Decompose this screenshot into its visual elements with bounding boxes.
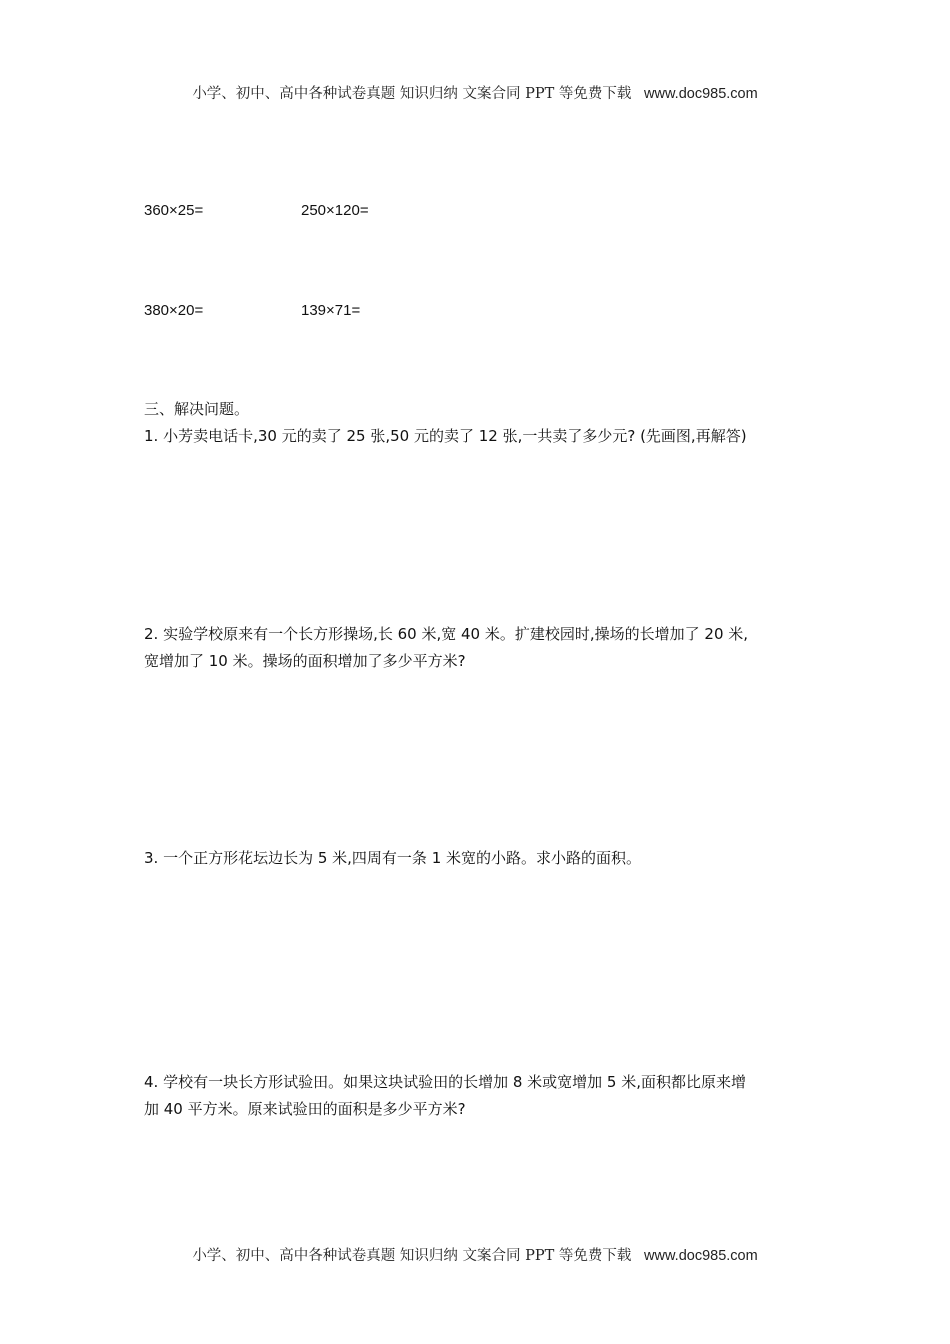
calc-item: 360×25= — [144, 202, 204, 219]
question-line: 加 40 平方米。原来试验田的面积是多少平方米? — [144, 1100, 466, 1118]
question-line: 2. 实验学校原来有一个长方形操场,长 60 米,宽 40 米。扩建校园时,操场的长增加了 20 米, — [144, 625, 749, 643]
question-line: 3. 一个正方形花坛边长为 5 米,四周有一条 1 米宽的小路。求小路的面积。 — [144, 849, 642, 867]
footer-text: 小学、初中、高中各种试卷真题 知识归纳 文案合同 PPT 等免费下载 — [192, 1248, 632, 1264]
footer-url: www.doc985.com — [644, 1248, 758, 1264]
calc-item: 250×120= — [301, 202, 369, 219]
header-url: www.doc985.com — [644, 86, 758, 102]
calc-item: 139×71= — [301, 302, 361, 319]
question-1 — [144, 423, 824, 450]
question-4 — [144, 1069, 824, 1123]
calc-item: 380×20= — [144, 302, 204, 319]
page-header — [0, 82, 950, 103]
section-title: 三、解决问题。 — [144, 400, 250, 418]
header-text: 小学、初中、高中各种试卷真题 知识归纳 文案合同 PPT 等免费下载 — [192, 86, 632, 102]
page-footer — [0, 1244, 950, 1265]
question-3 — [144, 845, 824, 872]
question-line: 宽增加了 10 米。操场的面积增加了多少平方米? — [144, 652, 466, 670]
question-2 — [144, 621, 824, 675]
question-line: 4. 学校有一块长方形试验田。如果这块试验田的长增加 8 米或宽增加 5 米,面积都比原来增 — [144, 1073, 747, 1091]
question-line: 1. 小芳卖电话卡,30 元的卖了 25 张,50 元的卖了 12 张,一共卖了多少元? (先画图,再解答) — [144, 427, 747, 445]
